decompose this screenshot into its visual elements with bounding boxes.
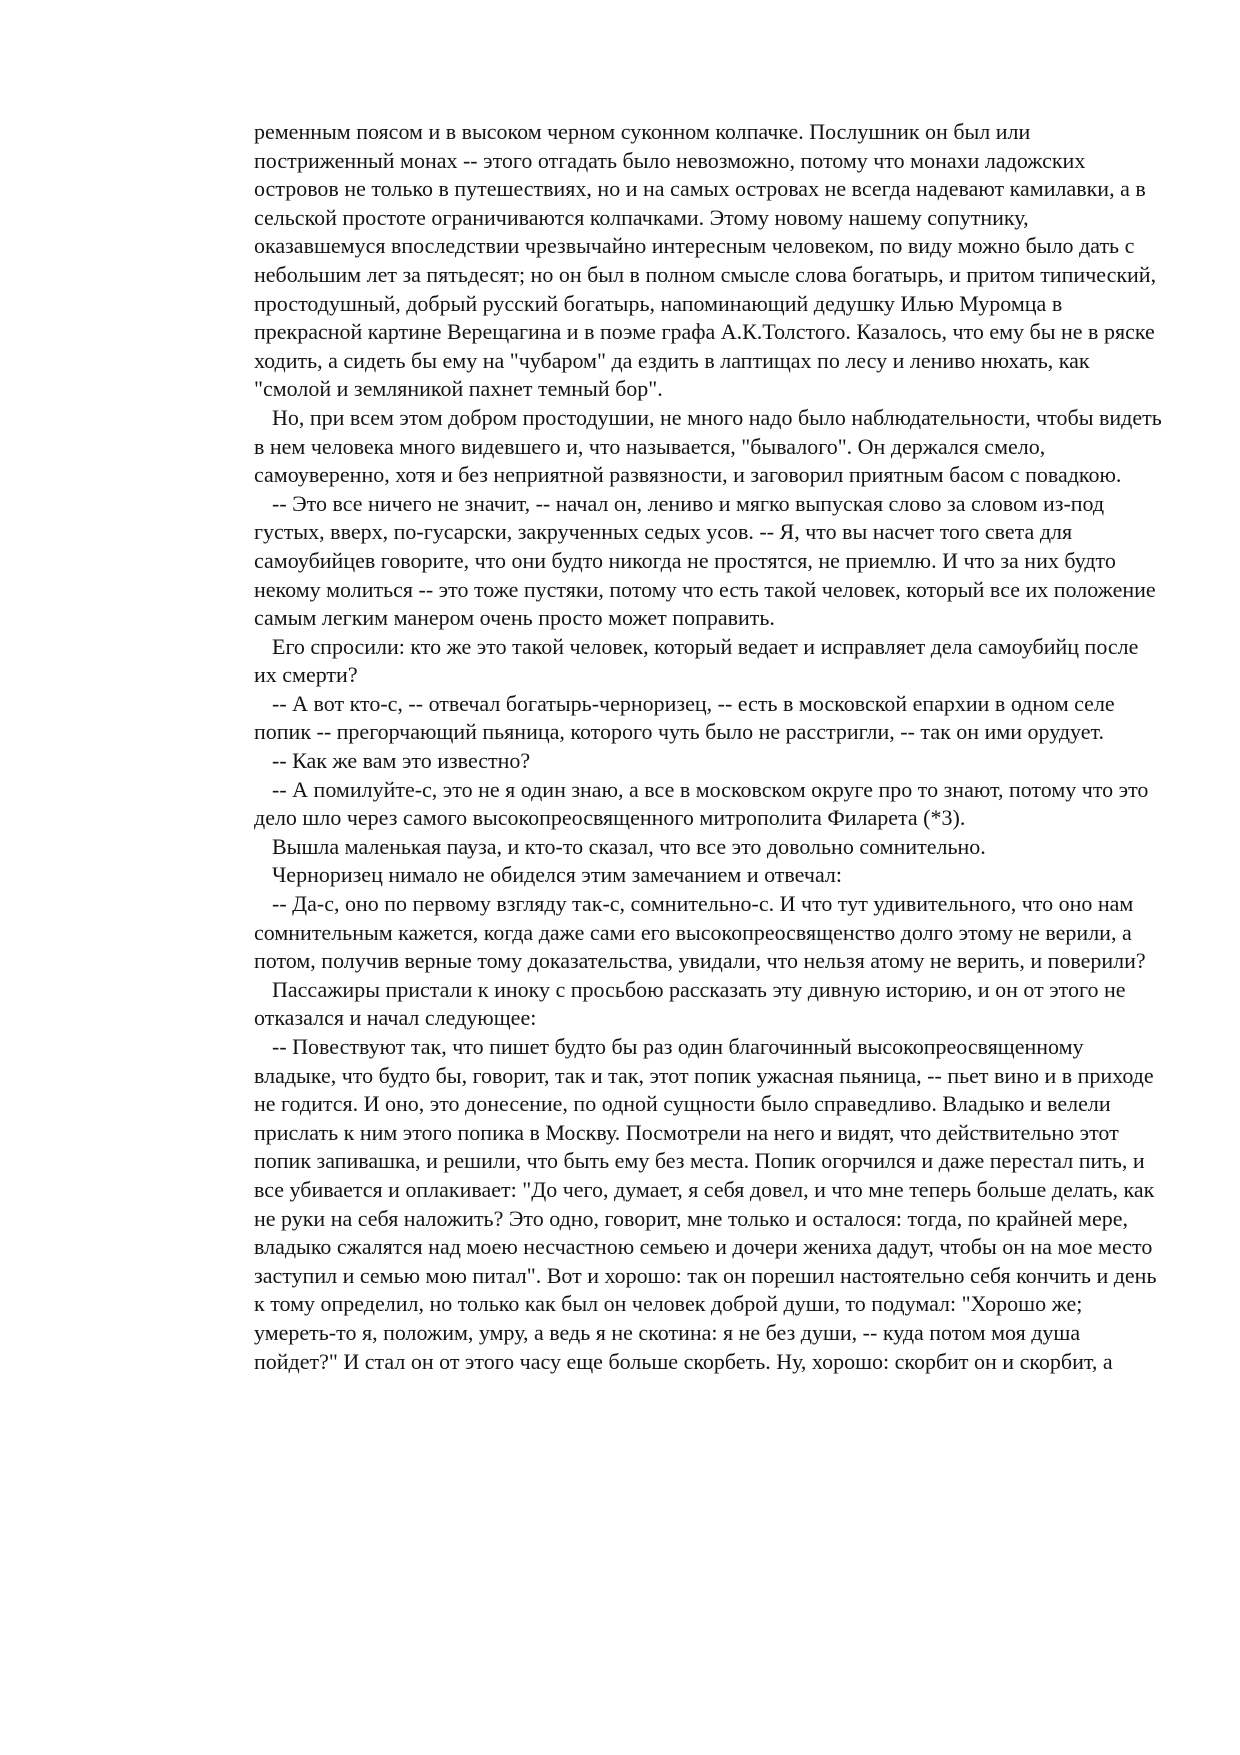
paragraph: ременным поясом и в высоком черном суконном колпачке. Послушник он был или постриженный монах -- этого отгадать было невозможно, потому что монахи ладожских островов не только в путешествиях, но и на самых островах не всегда надевают камилавки, а в сельской простоте ограничиваются колпачками. Этому новому нашему сопутнику, оказавшемуся впоследствии чрезвычайно интересным человеком, по виду можно было дать с небольшим лет за пятьдесят; но он был в полном смысле слова богатырь, и притом типический, простодушный, добрый русский богатырь, напоминающий дедушку Илью Муромца в прекрасной картине Верещагина и в поэме графа А.К.Толстого. Казалось, что ему бы не в ряске ходить, а сидеть бы ему на "чубаром" да ездить в лаптищах по лесу и лениво нюхать, как "смолой и земляникой пахнет темный бор". <box>254 119 1157 402</box>
paragraph: Черноризец нимало не обиделся этим замечанием и отвечал: <box>272 862 843 888</box>
paragraph: -- А вот кто-с, -- отвечал богатырь-черноризец, -- есть в московской епархии в одном селе попик -- прегорчающий пьяница, которого чуть было не расстригли, -- так он ими орудует. <box>254 690 1115 745</box>
paragraph: Пассажиры пристали к иноку с просьбою рассказать эту дивную историю, и он от этого не отказался и начал следующее: <box>254 976 1126 1031</box>
paragraph: -- Да-с, оно по первому взгляду так-с, сомнительно-с. И что тут удивительного, что оно нам сомнительным кажется, когда даже сами его высокопреосвященство долго этому не верили, а потом, получив верные тому доказательства, увидали, что нельзя атому не верить, и поверили? <box>254 891 1146 974</box>
paragraph: -- Это все ничего не значит, -- начал он, лениво и мягко выпуская слово за словом из-под густых, вверх, по-гусарски, закрученных седых усов. -- Я, что вы насчет того света для самоубийцев говорите, что они будто никогда не простятся, не приемлю. И что за них будто некому молиться -- это тоже пустяки, потому что есть такой человек, который все их положение самым легким манером очень просто может поправить. <box>254 490 1156 631</box>
paragraph: Вышла маленькая пауза, и кто-то сказал, что все это довольно сомнительно. <box>272 833 986 859</box>
paragraph: -- А помилуйте-с, это не я один знаю, а все в московском округе про то знают, потому что это дело шло через самого высокопреосвященного митрополита Филарета (*3). <box>254 776 1149 831</box>
paragraph: -- Повествуют так, что пишет будто бы раз один благочинный высокопреосвященному владыке, что будто бы, говорит, так и так, этот попик ужасная пьяница, -- пьет вино и в приходе не годится. И оно, это донесение, по одной сущности было справедливо. Владыко и велели прислать к ним этого попика в Москву. Посмотрели на него и видят, что действительно этот попик запивашка, и решили, что быть ему без места. Попик огорчился и даже перестал пить, и все убивается и оплакивает: "До чего, думает, я себя довел, и что мне теперь больше делать, как не руки на себя наложить? Это одно, говорит, мне только и осталося: тогда, по крайней мере, владыко сжалятся над моею несчастною семьею и дочери жениха дадут, чтобы он на мое место заступил и семью мою питал". Вот и хорошо: так он порешил настоятельно себя кончить и день к тому определил, но только как был он человек доброй души, то подумал: "Хорошо же; умереть-то я, положим, умру, а ведь я не скотина: я не без души, -- куда потом моя душа пойдет?" И стал он от этого часу еще больше скорбеть. Ну, хорошо: скорбит он и скорбит, а <box>254 1034 1157 1374</box>
body-text <box>254 118 1164 1376</box>
paragraph: Но, при всем этом добром простодушии, не много надо было наблюдательности, чтобы видеть в нем человека много видевшего и, что называется, "бывалого". Он держался смело, самоуверенно, хотя и без неприятной развязности, и заговорил приятным басом с повадкою. <box>254 404 1162 488</box>
paragraph: Его спросили: кто же это такой человек, который ведает и исправляет дела самоубийц после их смерти? <box>254 633 1139 688</box>
paragraph: -- Как же вам это известно? <box>272 748 531 774</box>
